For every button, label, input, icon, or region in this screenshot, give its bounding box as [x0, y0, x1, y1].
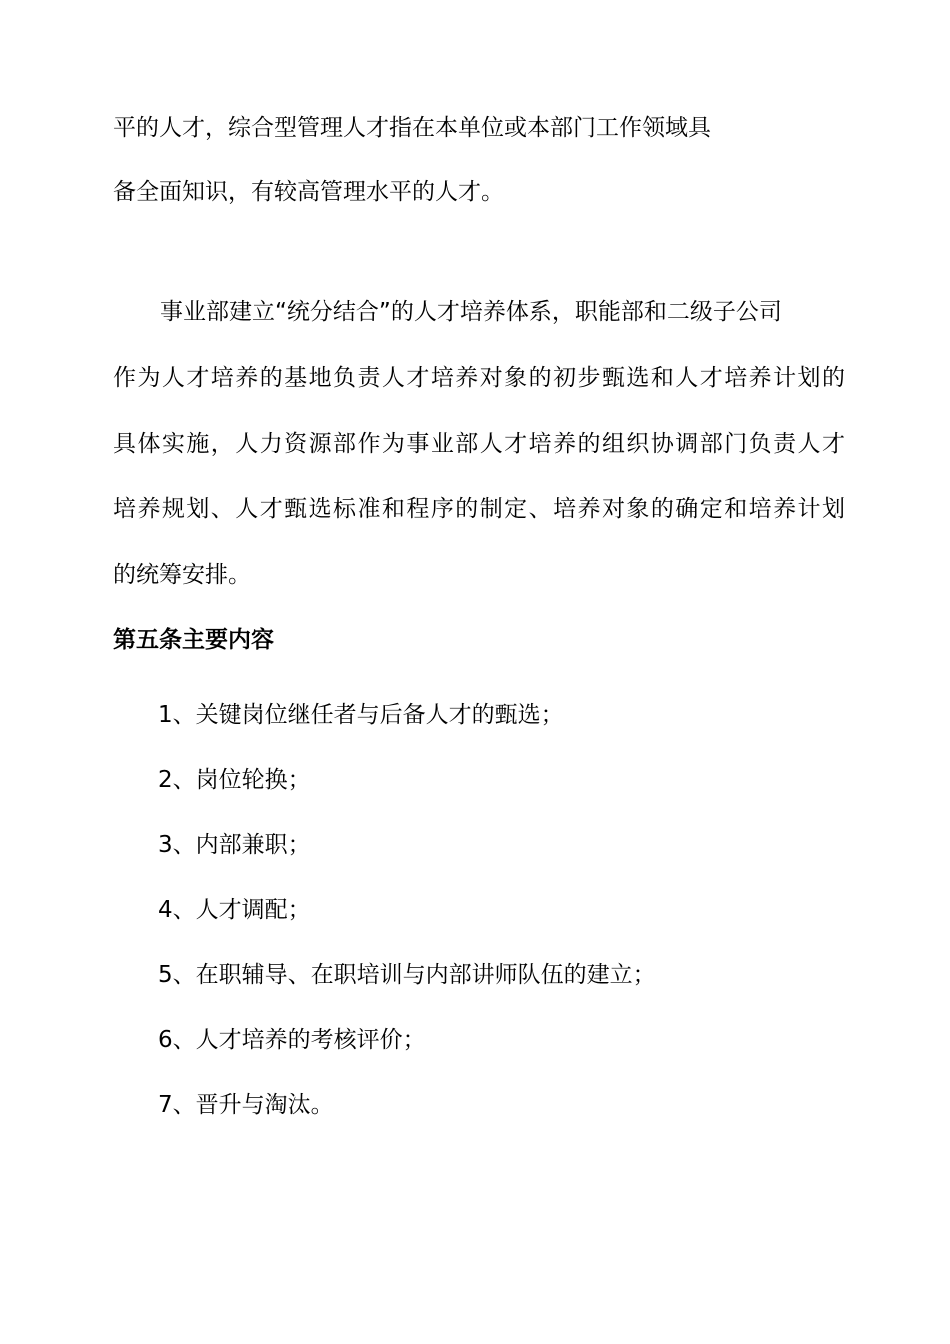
section-heading: 第五条主要内容 — [113, 627, 274, 653]
list-item-4: 4、人才调配； — [158, 897, 311, 923]
paragraph-line-1: 事业部建立“统分结合”的人才培养体系，职能部和二级子公司 — [160, 299, 782, 325]
paragraph-line-4: 培养规划、人才甄选标准和程序的制定、培养对象的确定和培养计划 — [113, 496, 845, 522]
list-item-3: 3、内部兼职； — [158, 832, 311, 858]
list-item-1: 1、关键岗位继任者与后备人才的甄选； — [158, 702, 564, 728]
list-item-2: 2、岗位轮换； — [158, 767, 311, 793]
paragraph-line-2: 作为人才培养的基地负责人才培养对象的初步甄选和人才培养计划的 — [113, 365, 845, 391]
paragraph-line-5: 的统筹安排。 — [113, 562, 251, 588]
intro-line-1: 平的人才，综合型管理人才指在本单位或本部门工作领域具 — [113, 115, 711, 141]
intro-line-2: 备全面知识，有较高管理水平的人才。 — [113, 179, 504, 205]
list-item-6: 6、人才培养的考核评价； — [158, 1027, 426, 1053]
list-item-5: 5、在职辅导、在职培训与内部讲师队伍的建立； — [158, 962, 656, 988]
list-item-7: 7、晋升与淘汰。 — [158, 1092, 334, 1118]
paragraph-line-3: 具体实施，人力资源部作为事业部人才培养的组织协调部门负责人才 — [113, 431, 845, 457]
